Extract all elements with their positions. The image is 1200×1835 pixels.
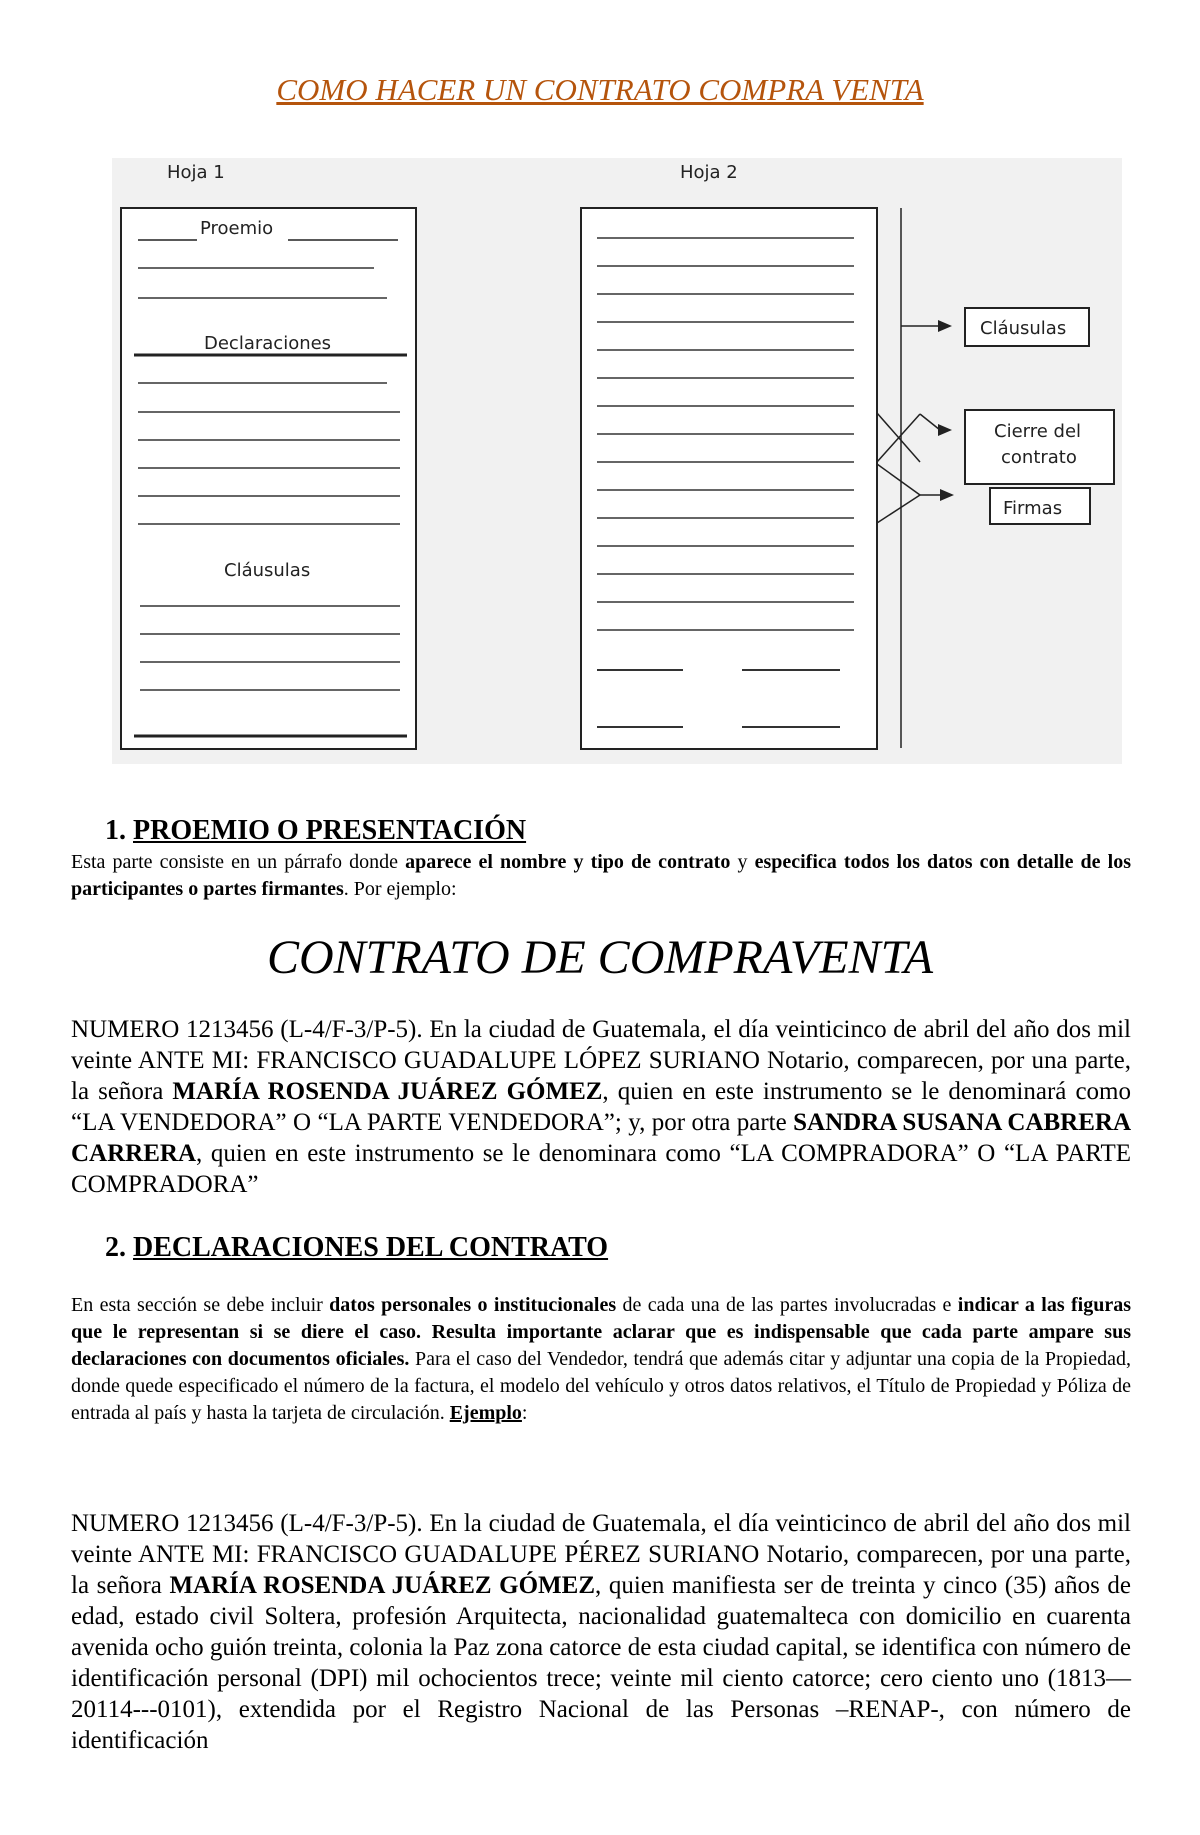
proemio-label: Proemio [200,218,274,239]
example2-paragraph [71,1508,1131,1756]
example1-paragraph [71,1014,1131,1200]
sheet1-page [121,208,416,749]
contract-structure-diagram [112,158,1122,764]
section1-paragraph [71,849,1131,903]
box-clausulas-label: Cláusulas [980,318,1067,339]
section2-example-label: Ejemplo [449,1402,522,1424]
example1-buyer-name: SANDRA SUSANA CABRERA CARRERA [71,1109,1132,1167]
section1-bold-1: aparece el nombre y tipo de contrato [405,851,731,873]
example2-seller-name: MARÍA ROSENDA JUÁREZ GÓMEZ [169,1572,596,1599]
arrow-to-clausulas-icon [938,320,952,332]
example1-text-1: NUMERO 1213456 (L-4/F-3/P-5). En la ciudad de Guatemala, el día veinticinco de abril del año dos mil veinte ANTE MI: FRANCISCO GUADALUPE LÓPEZ SURIANO Notario, comparecen, por una parte, la señora [71,1016,1131,1105]
section1-text-2: y [730,851,755,873]
box-firmas-label: Firmas [1003,498,1063,519]
arrow-to-firmas-icon [940,489,954,501]
section2-heading [105,1232,608,1264]
section2-paragraph [71,1292,1131,1427]
section1-bold-2: especifica todos los datos con detalle de los participantes o partes firmantes [71,851,1132,900]
clausulas-left-label: Cláusulas [224,560,311,581]
example2-text-1: NUMERO 1213456 (L-4/F-3/P-5). En la ciudad de Guatemala, el día veinticinco de abril del año dos mil veinte ANTE MI: FRANCISCO GUADALUPE PÉREZ SURIANO Notario, comparecen, por una parte, la señora [71,1510,1131,1599]
example2-text-2: , quien manifiesta ser de treinta y cinco (35) años de edad, estado civil Soltera, profesión Arquitecta, nacionalidad guatemalteca con domicilio en cuarenta avenida ocho guión treinta, colonia la Paz zona catorce de esta ciudad capital, se identifica con número de identificación personal (DPI) mil ochocientos trece; veinte mil ciento catorce; cero ciento uno (1813—20114---0101), extendida por el Registro Nacional de las Personas –RENAP-, con número de identificación [71,1572,1132,1754]
section1-number: 1. [105,815,126,846]
example1-text-2: , quien en este instrumento se le denominará como “LA VENDEDORA” O “LA PARTE VENDEDORA”; y, por otra parte [71,1078,1131,1136]
connector-lines [877,326,940,523]
sheet2-page [581,208,877,749]
section2-text-4: : [521,1402,528,1424]
contract-title: CONTRATO DE COMPRAVENTA [266,931,934,984]
sheet2-label: Hoja 2 [680,162,738,183]
section2-number: 2. [105,1232,126,1263]
arrow-heads [938,320,954,501]
document-title: COMO HACER UN CONTRATO COMPRA VENTA [276,72,924,107]
section1-text-3: . Por ejemplo: [343,878,457,900]
box-cierre-label-2: contrato [1001,447,1077,468]
section1-heading [105,815,526,847]
section2-text-2: de cada una de las partes involucradas e [616,1294,958,1316]
section2-title: DECLARACIONES DEL CONTRATO [133,1232,609,1263]
declaraciones-label: Declaraciones [204,333,332,354]
section2-text-1: En esta sección se debe incluir [71,1294,330,1316]
box-cierre-label-1: Cierre del [994,421,1082,442]
section2-bold-2: indicar a las figuras que le representan si se diere el caso. Resulta importante aclarar que es indispensable que cada parte ampare sus declaraciones con documentos oficiales. [71,1294,1132,1370]
arrow-to-cierre-icon [938,424,952,436]
example1-seller-name: MARÍA ROSENDA JUÁREZ GÓMEZ [172,1078,603,1105]
section1-text-1: Esta parte consiste en un párrafo donde [71,851,406,873]
section2-bold-1: datos personales o institucionales [329,1294,617,1316]
diagram-svg [112,158,1122,764]
sheet1-label: Hoja 1 [167,162,225,183]
example1-text-3: , quien en este instrumento se le denominara como “LA COMPRADORA” O “LA PARTE COMPRADORA” [71,1140,1131,1198]
section1-title: PROEMIO O PRESENTACIÓN [133,815,527,846]
section2-text-3: Para el caso del Vendedor, tendrá que además citar y adjuntar una copia de la Propiedad, donde quede especificado el número de la factura, el modelo del vehículo y otros datos relativos, el Título de Propiedad y Póliza de entrada al país y hasta la tarjeta de circulación. [71,1348,1131,1424]
